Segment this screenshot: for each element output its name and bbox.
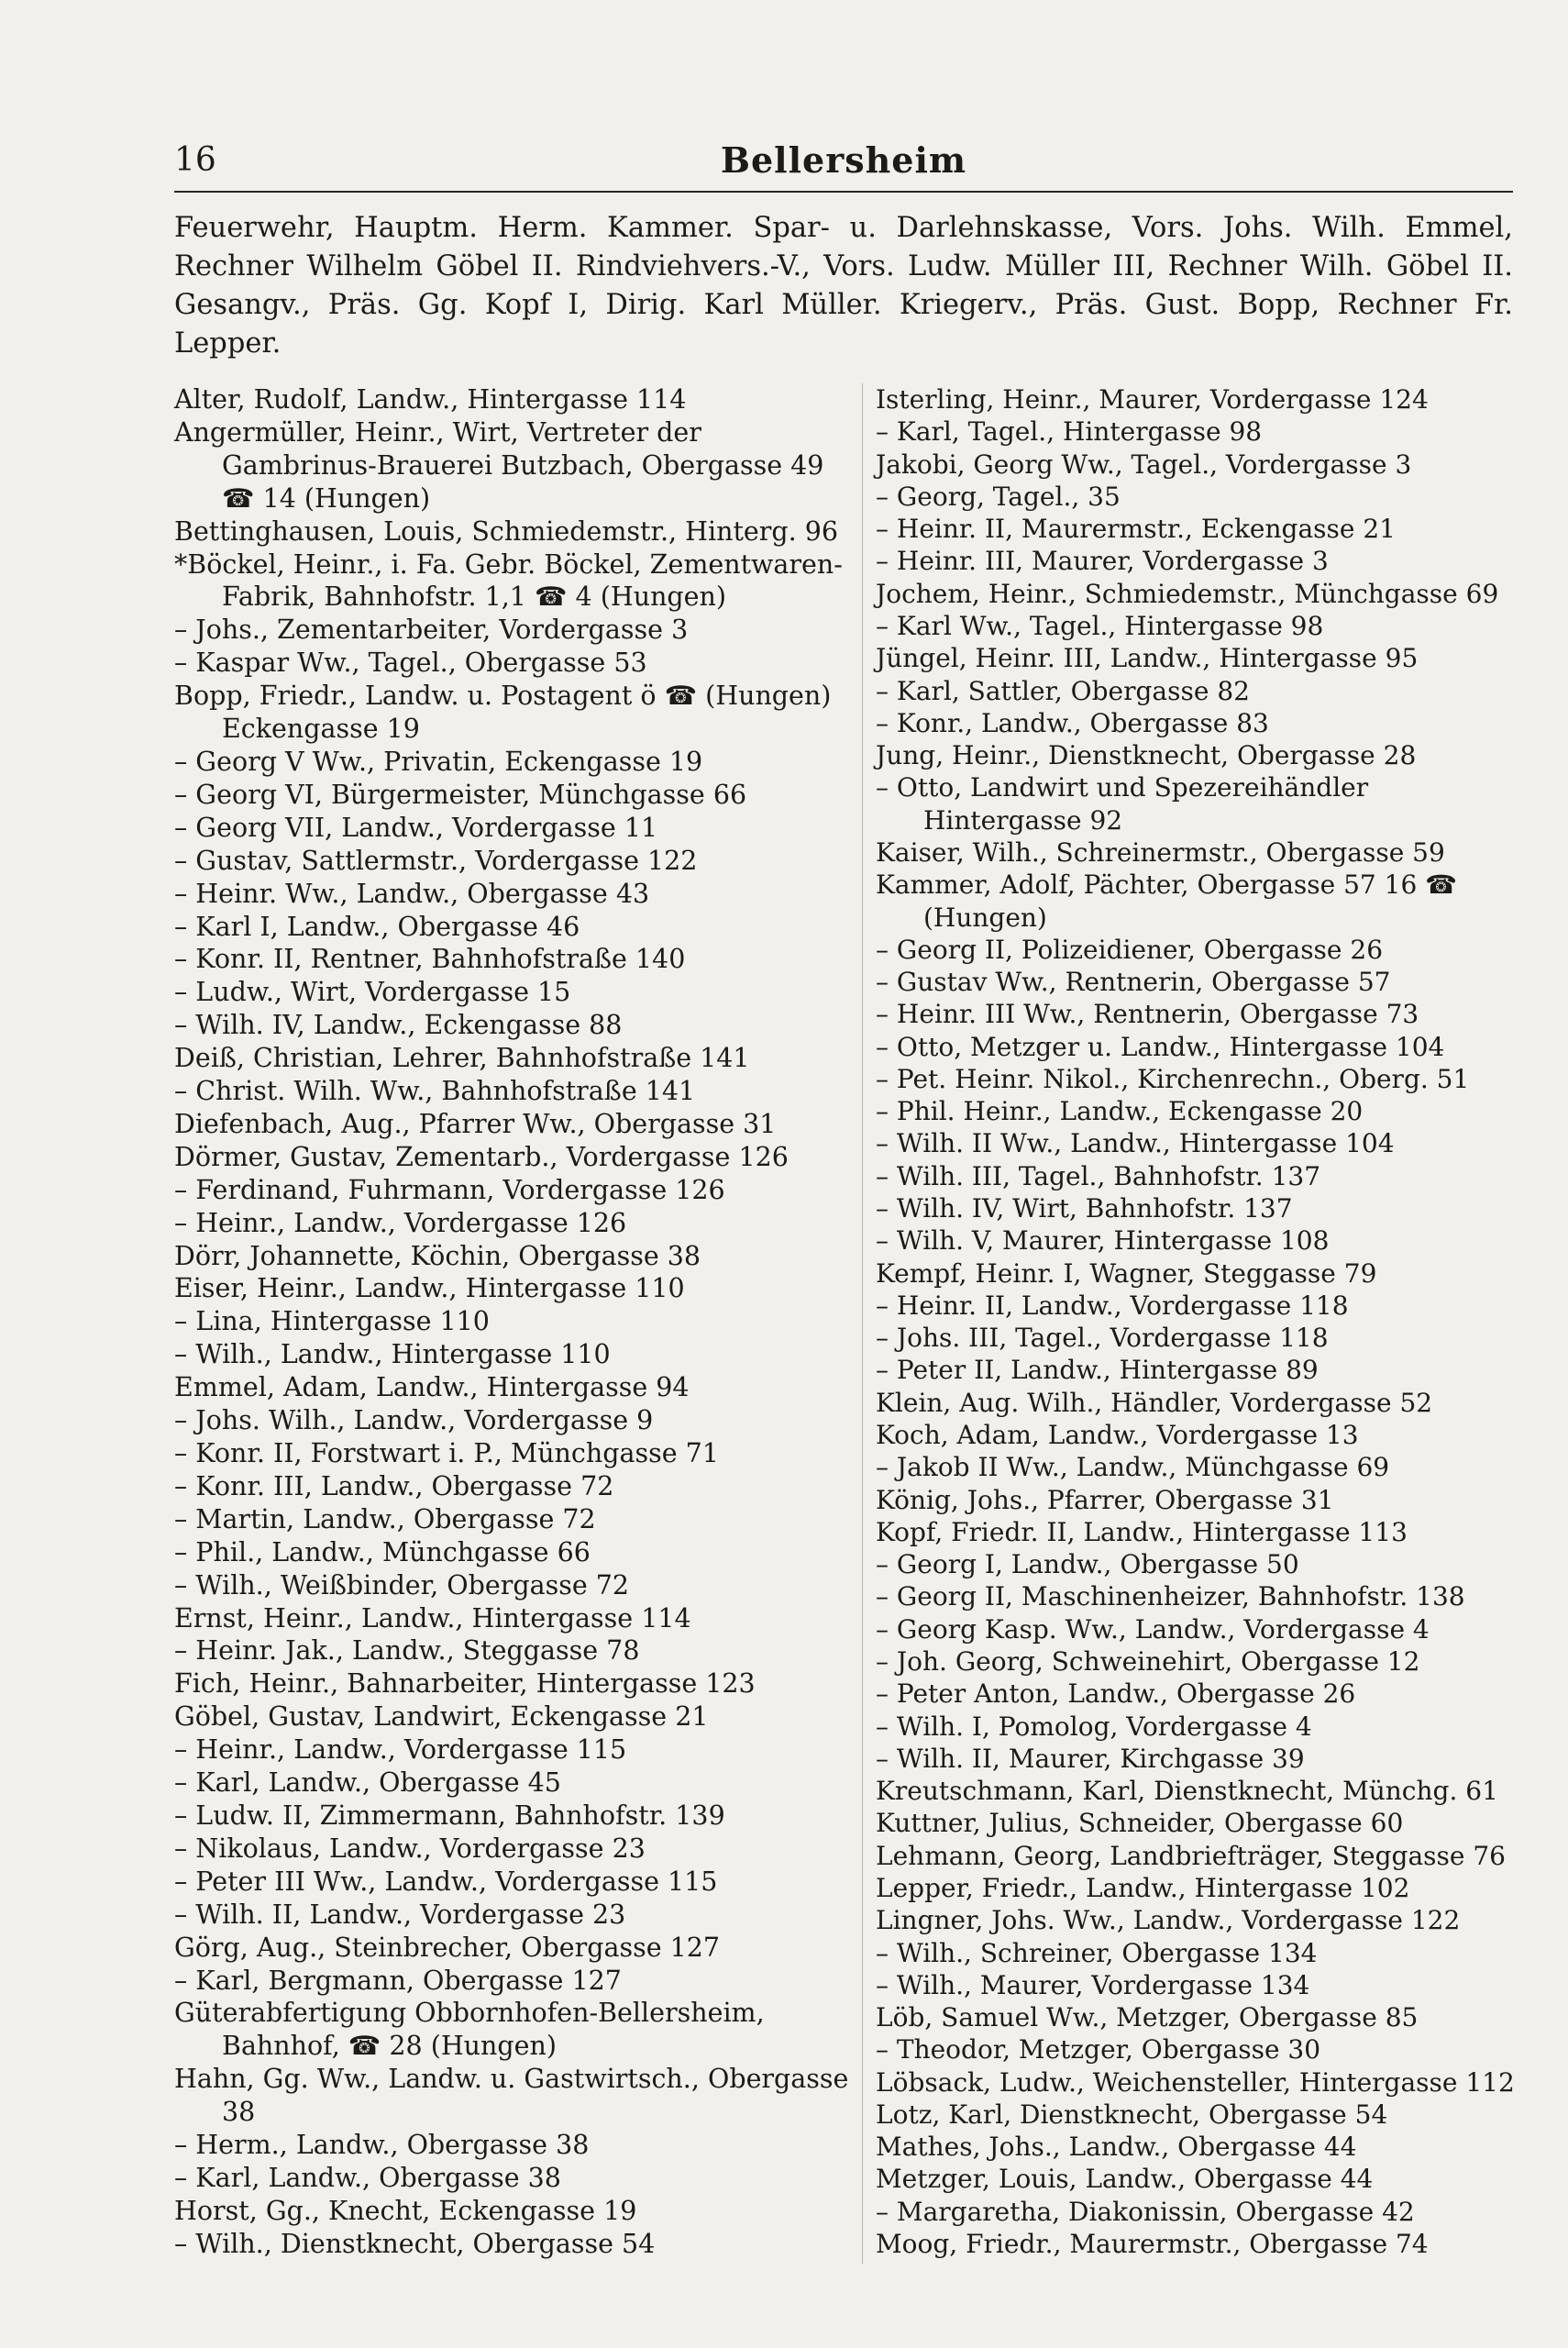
page-header [174,138,1513,193]
directory-entry: – Konr. III, Landw., Obergasse 72 [174,1470,614,1501]
town-heading: Bellersheim [720,139,967,181]
directory-entry: – Kaspar Ww., Tagel., Obergasse 53 [174,648,647,679]
directory-entry: – Theodor, Metzger, Obergasse 30 [876,2034,1321,2066]
directory-entry: – Karl I, Landw., Obergasse 46 [174,911,580,942]
directory-entry: Angermüller, Heinr., Wirt, Vertreter der Gambrinus-Brauerei Butzbach, Obergasse 49 ☎ 14 (Hungen) [174,416,824,514]
directory-entry: Kempf, Heinr. I, Wagner, Steggasse 79 [876,1257,1377,1289]
directory-entry: Lotz, Karl, Dienstknecht, Obergasse 54 [876,2099,1388,2130]
directory-entry: – Phil. Heinr., Landw., Eckengasse 20 [876,1096,1364,1127]
directory-entry: Göbel, Gustav, Landwirt, Eckengasse 21 [174,1701,709,1733]
directory-entry: – Wilh. IV, Wirt, Bahnhofstr. 137 [876,1193,1293,1224]
left-column [174,383,857,2261]
directory-entry: – Wilh. IV, Landw., Eckengasse 88 [174,1010,623,1041]
directory-entry: Metzger, Louis, Landw., Obergasse 44 [876,2164,1374,2195]
directory-entry: – Herm., Landw., Obergasse 38 [174,2130,590,2161]
directory-entry: Fich, Heinr., Bahnarbeiter, Hintergasse 123 [174,1668,756,1700]
directory-entry: Lepper, Friedr., Landw., Hintergasse 102 [876,1872,1410,1903]
directory-entry: – Karl, Landw., Obergasse 38 [174,2162,561,2193]
directory-entry: Deiß, Christian, Lehrer, Bahnhofstraße 141 [174,1043,750,1074]
directory-entry: – Wilh., Weißbinder, Obergasse 72 [174,1569,630,1600]
directory-entry: – Otto, Landwirt und Spezereihändler Hintergasse 92 [876,772,1369,836]
directory-entry: – Otto, Metzger u. Landw., Hintergasse 104 [876,1031,1445,1062]
directory-entry: – Georg V Ww., Privatin, Eckengasse 19 [174,746,703,777]
directory-entry: Emmel, Adam, Landw., Hintergasse 94 [174,1372,690,1403]
directory-entry: – Jakob II Ww., Landw., Münchgasse 69 [876,1452,1390,1483]
directory-entry: Dörmer, Gustav, Zementarb., Vordergasse 126 [174,1141,789,1172]
directory-entry: – Heinr. II, Landw., Vordergasse 118 [876,1290,1349,1321]
directory-entry: – Heinr. III, Maurer, Vordergasse 3 [876,546,1329,577]
directory-entry: Lehmann, Georg, Landbriefträger, Steggasse 76 [876,1840,1506,1871]
directory-entry: – Johs. Wilh., Landw., Vordergasse 9 [174,1405,654,1436]
directory-entry: – Peter II, Landw., Hintergasse 89 [876,1355,1319,1386]
directory-entry: – Phil., Landw., Münchgasse 66 [174,1536,591,1567]
directory-entry: – Karl Ww., Tagel., Hintergasse 98 [876,610,1324,641]
directory-entry: – Margaretha, Diakonissin, Obergasse 42 [876,2196,1415,2227]
associations-text: Feuerwehr, Hauptm. Herm. Kammer. Spar- u. Darlehnskasse, Vors. Johs. Wilh. Emmel, Rechner Wilhelm Göbel II. Rindviehvers.-V., Vors. Ludw. Müller III, Rechner Wilh. Göbel II. Gesangv., Präs. Gg. Kopf I, Dirig. Karl Müller. Kriegerv., Präs. Gust. Bopp, Rechner Fr. Lepper. [174,212,1513,360]
directory-entry: – Konr. II, Forstwart i. P., Münchgasse 71 [174,1438,719,1468]
directory-entry: – Wilh., Maurer, Vordergasse 134 [876,1969,1310,2000]
directory-entry: – Heinr., Landw., Vordergasse 115 [174,1734,627,1766]
directory-entry: – Heinr. II, Maurermstr., Eckengasse 21 [876,514,1396,545]
directory-entry: Dörr, Johannette, Köchin, Obergasse 38 [174,1240,701,1271]
directory-entry: – Joh. Georg, Schweinehirt, Obergasse 12 [876,1645,1420,1677]
directory-entry: – Ludw. II, Zimmermann, Bahnhofstr. 139 [174,1800,725,1831]
directory-entry: – Christ. Wilh. Ww., Bahnhofstraße 141 [174,1076,696,1107]
directory-entry: Bettinghausen, Louis, Schmiedemstr., Hinterg. 96 [174,515,839,547]
directory-entry: – Johs. III, Tagel., Vordergasse 118 [876,1323,1329,1354]
directory-entry: – Georg, Tagel., 35 [876,481,1121,512]
directory-entry: Löbsack, Ludw., Weichensteller, Hintergasse 112 [876,2066,1515,2098]
directory-entry: – Karl, Sattler, Obergasse 82 [876,675,1250,706]
directory-entry: – Lina, Hintergasse 110 [174,1306,490,1337]
directory-entry: – Wilh. II, Maurer, Kirchgasse 39 [876,1743,1305,1774]
directory-entry: – Gustav Ww., Rentnerin, Obergasse 57 [876,967,1391,998]
directory-entry: Eiser, Heinr., Landw., Hintergasse 110 [174,1273,685,1304]
directory-entry: – Wilh. II Ww., Landw., Hintergasse 104 [876,1128,1395,1159]
directory-entry: Jüngel, Heinr. III, Landw., Hintergasse 95 [876,643,1419,674]
directory-entry: Löb, Samuel Ww., Metzger, Obergasse 85 [876,2002,1419,2033]
directory-entry: – Pet. Heinr. Nikol., Kirchenrechn., Oberg. 51 [876,1063,1470,1094]
directory-entry: Alter, Rudolf, Landw., Hintergasse 114 [174,384,687,415]
directory-entry: – Karl, Tagel., Hintergasse 98 [876,416,1263,448]
directory-entry: – Wilh., Dienstknecht, Obergasse 54 [174,2228,656,2259]
directory-entry: – Ferdinand, Fuhrmann, Vordergasse 126 [174,1174,725,1205]
directory-entry: – Peter Anton, Landw., Obergasse 26 [876,1678,1356,1710]
directory-entry: – Georg II, Polizeidiener, Obergasse 26 [876,934,1384,965]
directory-entry: *Böckel, Heinr., i. Fa. Gebr. Böckel, Zementwaren-Fabrik, Bahnhofstr. 1,1 ☎ 4 (Hungen) [174,548,843,613]
directory-entry: – Konr. II, Rentner, Bahnhofstraße 140 [174,944,686,975]
directory-entry: Jochem, Heinr., Schmiedemstr., Münchgasse 69 [876,578,1499,609]
directory-entry: Görg, Aug., Steinbrecher, Obergasse 127 [174,1932,721,1963]
directory-entry: – Nikolaus, Landw., Vordergasse 23 [174,1833,646,1864]
directory-entry: Mathes, Johs., Landw., Obergasse 44 [876,2132,1357,2163]
directory-entry: – Heinr. Jak., Landw., Steggasse 78 [174,1635,640,1667]
directory-entry: Lingner, Johs. Ww., Landw., Vordergasse 122 [876,1905,1461,1936]
directory-entry: – Georg I, Landw., Obergasse 50 [876,1549,1299,1580]
directory-entry: Isterling, Heinr., Maurer, Vordergasse 124 [876,384,1429,415]
directory-entry: – Wilh. I, Pomolog, Vordergasse 4 [876,1711,1312,1742]
directory-entry: – Heinr. Ww., Landw., Obergasse 43 [174,878,650,909]
directory-entry: – Ludw., Wirt, Vordergasse 15 [174,977,571,1008]
directory-entry: – Karl, Bergmann, Obergasse 127 [174,1965,622,1996]
directory-entry: – Heinr., Landw., Vordergasse 126 [174,1207,627,1238]
directory-entry: Klein, Aug. Wilh., Händler, Vordergasse 52 [876,1387,1433,1418]
directory-entry: – Martin, Landw., Obergasse 72 [174,1503,596,1534]
directory-entry: – Karl, Landw., Obergasse 45 [174,1767,561,1799]
page-number: 16 [174,141,216,179]
directory-entry: – Heinr. III Ww., Rentnerin, Obergasse 73 [876,999,1419,1030]
directory-entry: – Gustav, Sattlermstr., Vordergasse 122 [174,845,698,876]
directory-entry: Hahn, Gg. Ww., Landw. u. Gastwirtsch., Obergasse 38 [174,2064,849,2128]
directory-entry: Ernst, Heinr., Landw., Hintergasse 114 [174,1602,691,1634]
directory-entry: – Wilh., Schreiner, Obergasse 134 [876,1937,1318,1968]
directory-entry: – Wilh. III, Tagel., Bahnhofstr. 137 [876,1160,1321,1191]
directory-entry: – Johs., Zementarbeiter, Vordergasse 3 [174,615,689,646]
directory-entry: Diefenbach, Aug., Pfarrer Ww., Obergasse 31 [174,1108,777,1139]
directory-entry: Güterabfertigung Obbornhofen-Bellersheim, Bahnhof, ☎ 28 (Hungen) [174,1998,765,2062]
directory-entry: – Konr., Landw., Obergasse 83 [876,707,1269,738]
directory-entry: Kopf, Friedr. II, Landw., Hintergasse 113 [876,1516,1408,1547]
column-divider [862,383,863,2264]
directory-entry: Jakobi, Georg Ww., Tagel., Vordergasse 3 [876,449,1412,480]
directory-entry: Kaiser, Wilh., Schreinermstr., Obergasse 59 [876,836,1445,868]
directory-entry: König, Johs., Pfarrer, Obergasse 31 [876,1484,1334,1515]
directory-entry: Horst, Gg., Knecht, Eckengasse 19 [174,2195,637,2226]
associations-paragraph [174,209,1513,363]
directory-entry: Kammer, Adolf, Pächter, Obergasse 57 16 ☎ (Hungen) [876,869,1458,933]
directory-entry: – Georg Kasp. Ww., Landw., Vordergasse 4 [876,1613,1430,1645]
directory-entry: – Georg VI, Bürgermeister, Münchgasse 66 [174,779,747,810]
directory-entry: Kreutschmann, Karl, Dienstknecht, Münchg. 61 [876,1776,1498,1807]
directory-entry: – Georg VII, Landw., Vordergasse 11 [174,812,658,843]
directory-entry: – Georg II, Maschinenheizer, Bahnhofstr. 138 [876,1581,1465,1612]
directory-entry: – Wilh. V, Maurer, Hintergasse 108 [876,1225,1330,1257]
directory-entry: Bopp, Friedr., Landw. u. Postagent ö ☎ (Hungen) Eckengasse 19 [174,681,832,745]
directory-entry: – Peter III Ww., Landw., Vordergasse 115 [174,1866,718,1897]
directory-entry: Kuttner, Julius, Schneider, Obergasse 60 [876,1808,1404,1839]
right-column [876,383,1518,2260]
directory-entry: Koch, Adam, Landw., Vordergasse 13 [876,1420,1359,1450]
directory-entry: – Wilh. II, Landw., Vordergasse 23 [174,1899,626,1930]
directory-entry: Moog, Friedr., Maurermstr., Obergasse 74 [876,2229,1429,2260]
directory-entry: Jung, Heinr., Dienstknecht, Obergasse 28 [876,740,1417,771]
directory-entry: – Wilh., Landw., Hintergasse 110 [174,1339,611,1370]
